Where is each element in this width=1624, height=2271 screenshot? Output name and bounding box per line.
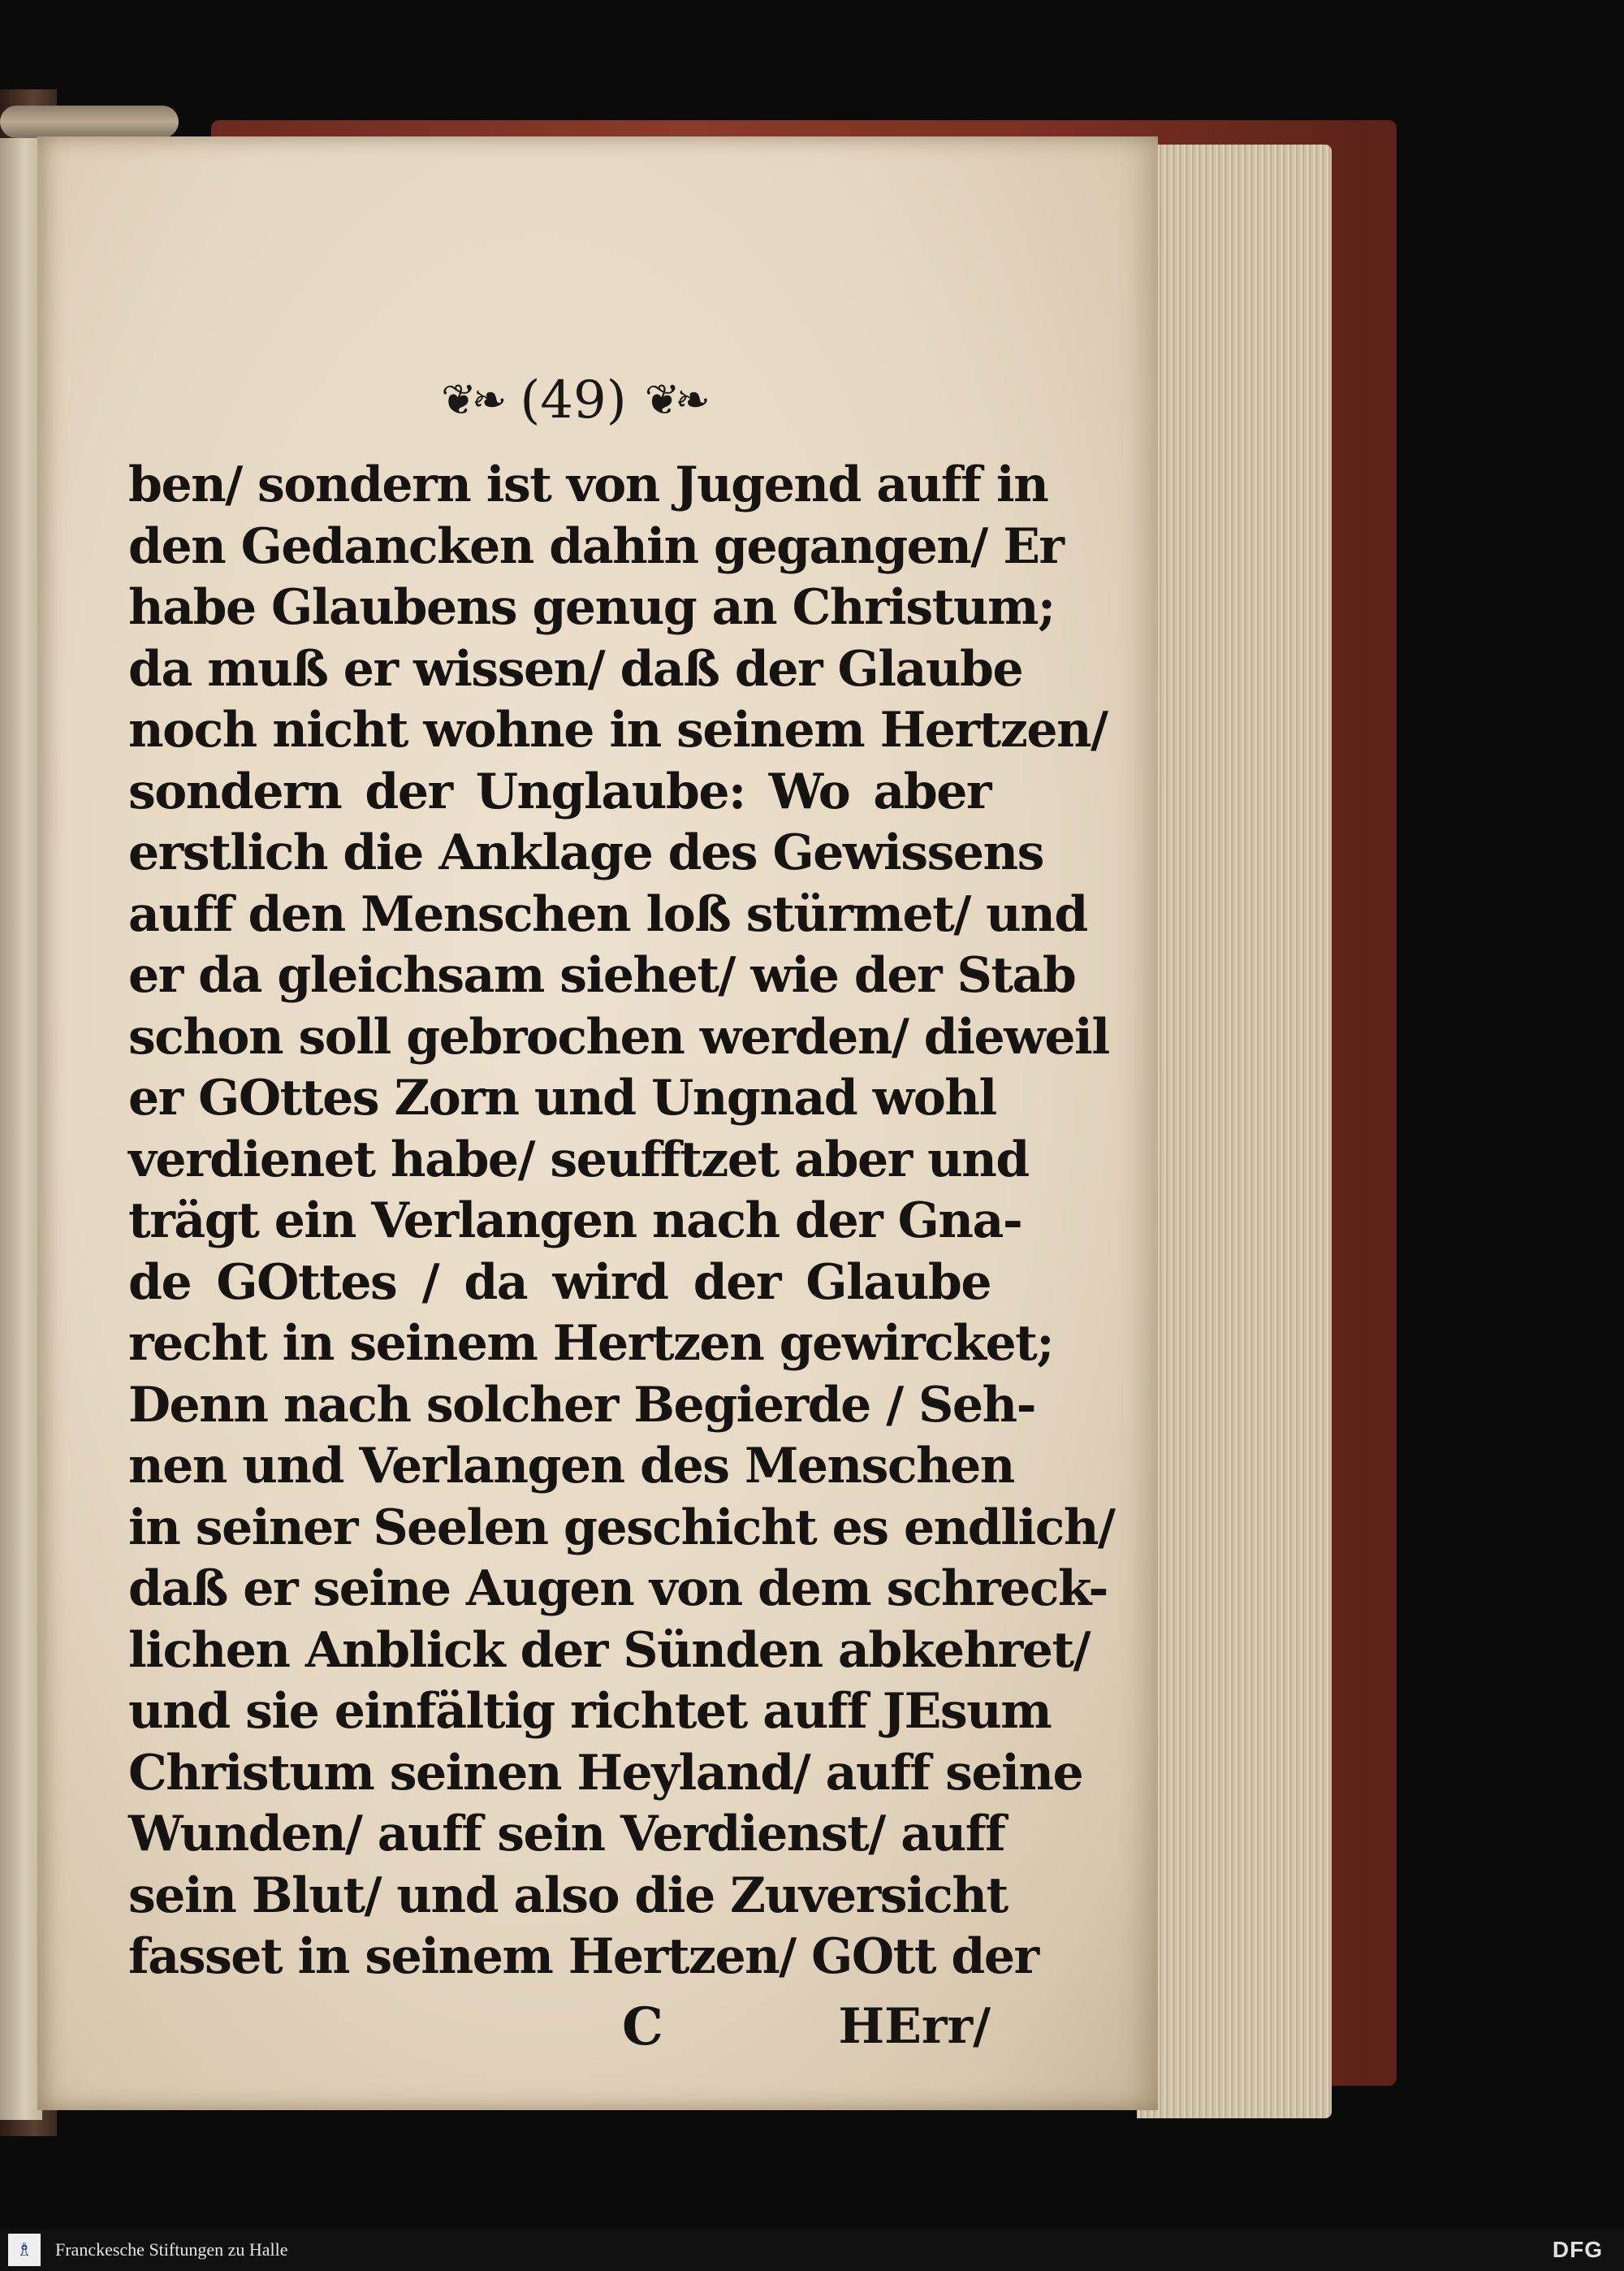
text-line: auff den Menschen loß stürmet/ und — [128, 885, 1087, 943]
text-line: Wunden/ auff sein Verdienst/ auff — [128, 1806, 1005, 1862]
text-line: verdienet habe/ seufftzet aber und — [128, 1131, 1029, 1188]
text-line: nen und Verlangen des Menschen — [128, 1438, 1014, 1495]
text-line: recht in seinem Hertzen gewircket; — [128, 1315, 1054, 1372]
text-line: noch nicht wohne in seinem Hertzen/ — [128, 702, 1108, 759]
page-edges — [1137, 145, 1332, 2118]
right-ornament-icon: ❦❧ — [644, 376, 706, 425]
catchword: HErr/ — [838, 1998, 991, 2055]
previous-page-edge — [0, 138, 42, 2120]
signature-mark: C — [622, 1996, 663, 2057]
text-line: ben/ sondern ist von Jugend auff in — [128, 456, 1048, 513]
binding-strap — [0, 106, 179, 138]
text-line: lichen Anblick der Sünden abkehret/ — [128, 1621, 1091, 1679]
text-line: sondern der Unglaube: Wo aber — [128, 763, 991, 820]
text-line: sein Blut/ und also die Zuversicht — [128, 1867, 1008, 1924]
logo-glyph: ♗ — [16, 2239, 32, 2260]
text-line: und sie einfältig richtet auff JEsum — [128, 1683, 1052, 1740]
text-line: habe Glaubens genug an Christum; — [128, 579, 1055, 636]
body-text — [128, 455, 1115, 1988]
text-line: Denn nach solcher Begierde / Seh- — [128, 1376, 1036, 1434]
catch-line — [128, 1996, 991, 2057]
institution-name: Franckesche Stiftungen zu Halle — [55, 2239, 288, 2260]
text-line: schon soll gebrochen werden/ dieweil — [128, 1008, 1109, 1066]
text-line: daß er seine Augen von dem schreck- — [128, 1560, 1108, 1617]
text-line: Christum seinen Heyland/ auff seine — [128, 1744, 1083, 1802]
page-header — [395, 364, 752, 437]
text-line: trägt ein Verlangen nach der Gna- — [128, 1192, 1022, 1249]
text-line: de GOttes / da wird der Glaube — [128, 1253, 991, 1311]
text-line: er da gleichsam siehet/ wie der Stab — [128, 947, 1076, 1004]
book-page — [37, 136, 1158, 2110]
text-line: erstlich die Anklage des Gewissens — [128, 824, 1043, 881]
text-line: fasset in seinem Hertzen/ GOtt der — [128, 1928, 1039, 1985]
text-line: da muß er wissen/ daß der Glaube — [128, 640, 1023, 698]
text-line: er GOttes Zorn und Ungnad wohl — [128, 1070, 996, 1127]
page-number: (49) — [520, 370, 627, 430]
text-line: in seiner Seelen geschicht es endlich/ — [128, 1499, 1115, 1556]
text-line: den Gedancken dahin gegangen/ Er — [128, 517, 1064, 575]
institution-logo-icon — [8, 2234, 41, 2266]
dfg-logo: DFG — [1552, 2237, 1603, 2262]
left-ornament-icon: ❦❧ — [441, 376, 503, 425]
viewer-footer — [0, 2229, 1624, 2271]
